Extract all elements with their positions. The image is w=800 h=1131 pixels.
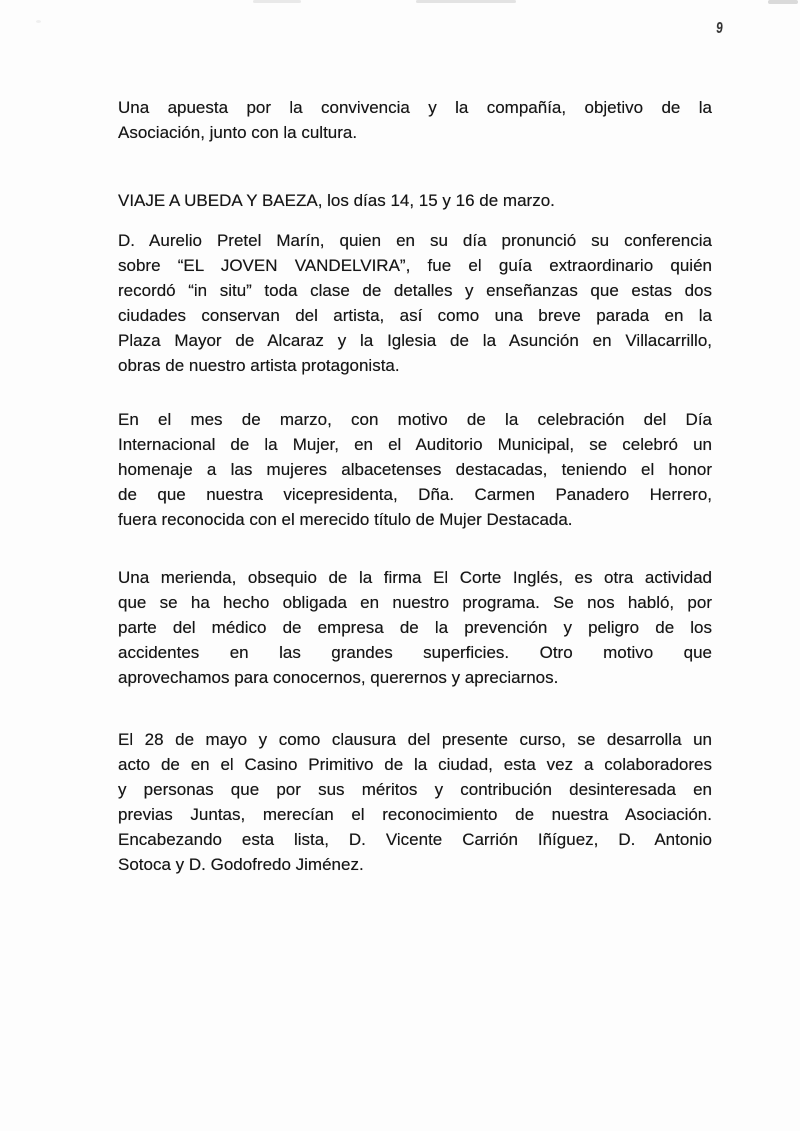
text-line: y personas que por sus méritos y contribución desinteresada en xyxy=(118,780,712,799)
text-line: accidentes en las grandes superficies. Otro motivo que xyxy=(118,643,712,662)
text-line: Plaza Mayor de Alcaraz y la Iglesia de la Asunción en Villacarrillo, xyxy=(118,331,712,350)
page-corner-mark: 9 xyxy=(715,19,724,38)
text-line: aprovechamos para conocernos, querernos y apreciarnos. xyxy=(118,668,559,687)
scan-smudge-top-3 xyxy=(768,0,798,4)
text-line: fuera reconocida con el merecido título de Mujer Destacada. xyxy=(118,510,573,529)
paragraph-trip-heading xyxy=(118,188,712,213)
paragraph-merienda xyxy=(118,565,712,690)
scan-smudge-top-2 xyxy=(416,0,516,3)
text-line: En el mes de marzo, con motivo de la celebración del Día xyxy=(118,410,712,429)
text-line: recordó “in situ” toda clase de detalles y enseñanzas que estas dos xyxy=(118,281,712,300)
paragraph-trip-body xyxy=(118,228,712,378)
text-line: acto de en el Casino Primitivo de la ciudad, esta vez a colaboradores xyxy=(118,755,712,774)
text-line: obras de nuestro artista protagonista. xyxy=(118,356,400,375)
paragraph-women-day xyxy=(118,407,712,532)
document-text-block xyxy=(118,95,712,877)
text-line: Una apuesta por la convivencia y la compañía, objetivo de la xyxy=(118,98,712,117)
text-line: Asociación, junto con la cultura. xyxy=(118,123,358,142)
text-line: parte del médico de empresa de la prevención y peligro de los xyxy=(118,618,712,637)
text-line: Internacional de la Mujer, en el Auditorio Municipal, se celebró un xyxy=(118,435,712,454)
scan-smudge-top-1 xyxy=(253,0,301,3)
text-line: Encabezando esta lista, D. Vicente Carrión Iñíguez, D. Antonio xyxy=(118,830,712,849)
text-line: VIAJE A UBEDA Y BAEZA, los días 14, 15 y 16 de marzo. xyxy=(118,191,555,210)
paragraph-clausura xyxy=(118,727,712,877)
paragraph-intro xyxy=(118,95,712,145)
text-line: previas Juntas, merecían el reconocimiento de nuestra Asociación. xyxy=(118,805,712,824)
text-line: homenaje a las mujeres albacetenses destacadas, teniendo el honor xyxy=(118,460,712,479)
text-line: ciudades conservan del artista, así como una breve parada en la xyxy=(118,306,712,325)
text-line: Sotoca y D. Godofredo Jiménez. xyxy=(118,855,364,874)
text-line: de que nuestra vicepresidenta, Dña. Carmen Panadero Herrero, xyxy=(118,485,712,504)
text-line: El 28 de mayo y como clausura del presente curso, se desarrolla un xyxy=(118,730,712,749)
scan-speck-left xyxy=(36,20,41,23)
text-line: D. Aurelio Pretel Marín, quien en su día pronunció su conferencia xyxy=(118,231,712,250)
text-line: sobre “EL JOVEN VANDELVIRA”, fue el guía extraordinario quién xyxy=(118,256,712,275)
text-line: que se ha hecho obligada en nuestro programa. Se nos habló, por xyxy=(118,593,712,612)
text-line: Una merienda, obsequio de la firma El Corte Inglés, es otra actividad xyxy=(118,568,712,587)
